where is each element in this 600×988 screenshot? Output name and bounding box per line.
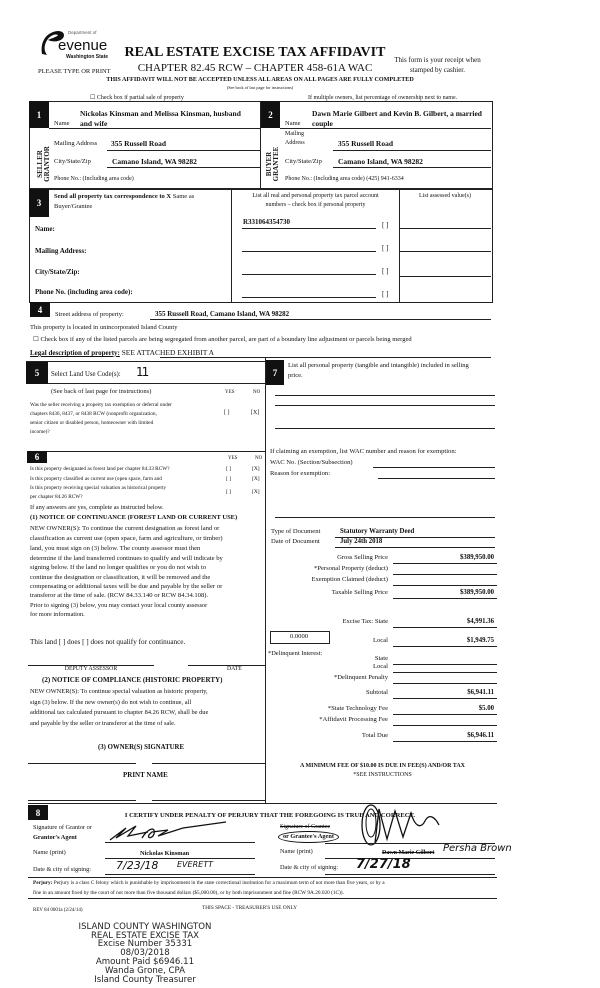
notice1-line: NEW OWNER(S): To continue the current designation as forest land or: [30, 525, 220, 532]
s6-q1-no[interactable]: [X]: [252, 466, 260, 472]
section-3-number: 3: [29, 189, 49, 217]
notice1-line: land, you must sign on (3) below. The county assessor must then: [30, 545, 201, 552]
logo-washington-state: Washington State: [66, 54, 109, 60]
buyer-name-line1: Dawn Marie Gilbert and Kevin B. Gilbert, a married: [312, 109, 482, 118]
tax-row-value: $389,950.00: [460, 554, 494, 561]
tax-row-line: [393, 574, 497, 575]
located-note: This property is located in unincorporated Island County: [30, 324, 178, 331]
doc-type-label: Type of Document: [271, 528, 321, 535]
personal-property-checkbox-4[interactable]: [ ]: [382, 290, 389, 298]
grantor-sig-label-1: Signature of Grantor or: [33, 824, 92, 831]
tax-row-label: Total Due: [361, 732, 388, 739]
same-as-label: Same as: [172, 193, 195, 200]
doc-date-label: Date of Document: [271, 538, 320, 545]
seller-name-line1: Nickolas Kinsman and Melissa Kinsman, husband: [80, 109, 241, 118]
grantor-name: Nickolas Kinsman: [140, 850, 190, 857]
grantor-date-label: Date & city of signing:: [33, 866, 92, 873]
send-correspondence-label: Send all property tax correspondence to X: [54, 193, 172, 200]
notice1-line: continue the designation or classification, it will be removed and the: [30, 574, 211, 581]
seller-mailing-value: 355 Russell Road: [111, 139, 167, 148]
tax-row-label: Excise Tax: State: [342, 618, 388, 625]
if-any-yes: If any answers are yes, complete as instructed below.: [30, 504, 164, 511]
tax-row-label: *State Technology Fee: [327, 705, 388, 712]
personal-property-checkbox-3[interactable]: [ ]: [382, 267, 389, 275]
tax-row-label: Local: [372, 637, 388, 644]
tax-row-line: [393, 741, 497, 742]
stamp-line: 08/03/2018: [120, 948, 170, 958]
stamp-line: REAL ESTATE EXCISE TAX: [90, 931, 200, 941]
doc-type-value: Statutory Warranty Deed: [340, 528, 415, 535]
s5-answer-yes[interactable]: [ ]: [224, 410, 230, 416]
buyer-mailing-value: 355 Russell Road: [338, 139, 394, 148]
s6-yes-header: YES: [228, 456, 238, 461]
s5-yes-header: YES: [225, 390, 235, 395]
legal-description-label: Legal description of property:: [30, 349, 120, 357]
personal-property-checkbox-2[interactable]: [ ]: [382, 244, 389, 252]
s3-name-label: Name:: [35, 225, 55, 233]
s5-answer-no[interactable]: [X]: [251, 410, 260, 416]
owner-signature-label: (3) OWNER(S) SIGNATURE: [98, 744, 184, 751]
land-use-value[interactable]: 11: [136, 365, 148, 379]
section-7-number: 7: [266, 360, 284, 385]
certify-statement: I CERTIFY UNDER PENALTY OF PERJURY THAT THE FOREGOING IS TRUE AND CORRECT.: [124, 812, 416, 819]
print-name-label: PRINT NAME: [123, 771, 168, 779]
seller-mailing-label: Mailing Address: [54, 140, 98, 147]
tax-row-label: Gross Selling Price: [337, 554, 388, 561]
warning-notice: THIS AFFIDAVIT WILL NOT BE ACCEPTED UNLESS ALL AREAS ON ALL PAGES ARE FULLY COMPLETED: [106, 77, 414, 83]
reason-label: Reason for exemption:: [270, 470, 331, 477]
receipt-note-1: This form is your receipt when: [394, 56, 481, 64]
tax-row-line: [393, 627, 497, 628]
tax-row-line: [393, 714, 497, 715]
s6-q3-yes[interactable]: [ ]: [226, 489, 232, 495]
s5-see-back: (See back of last page for instructions): [51, 388, 152, 395]
buyer-mailing-label-2: Address: [285, 140, 305, 146]
s5-question-line2: chapters 8436, 8437, or 8438 RCW (nonprofit organization,: [30, 411, 157, 417]
tax-row-label: Local: [372, 663, 388, 670]
notice2-line: additional tax calculated pursuant to chapter 84.26 RCW, shall be due: [30, 709, 209, 716]
personal-property-line2: price.: [288, 372, 303, 379]
s6-question-3b: per chapter 84.26 RCW?: [30, 494, 83, 500]
stamp-line: Amount Paid $6946.11: [95, 957, 195, 967]
buyer-name-label: Name: [285, 120, 301, 127]
partial-sale-checkbox[interactable]: ☐ Check box if partial sale of property: [90, 95, 184, 101]
perjury-label: Perjury:: [33, 880, 53, 886]
notice2-line: sign (3) below. If the new owner(s) do not wish to continue, all: [30, 699, 192, 706]
seller-side-label: [37, 144, 51, 184]
receipt-note-2: stamped by cashier.: [409, 66, 465, 74]
buyer-name-line2: couple: [312, 119, 333, 128]
notice1-line: transferor at the time of sale. (RCW 84.33.140 or RCW 84.34.108).: [30, 592, 209, 599]
grantor-sig-label-2: Grantor's Agent: [33, 834, 77, 841]
grantee-sig-label-1: Signature of Grantee: [280, 824, 330, 830]
seller-city-label: City/State/Zip: [54, 158, 91, 165]
notice2-line: and payable by the seller or transferor at the time of sale.: [30, 720, 176, 727]
s6-no-header: NO: [255, 456, 263, 461]
tax-row-value: $6,946.11: [467, 732, 494, 739]
tax-row-label: *Personal Property (deduct): [314, 565, 388, 572]
grantee-date-label: Date & city of signing:: [280, 864, 339, 871]
personal-property-line1: List all personal property (tangible and intangible) included in selling: [288, 362, 469, 369]
buyer-mailing-label-1: Mailing: [285, 131, 304, 137]
s5-question-line4: income)?: [30, 429, 50, 435]
assessed-header: List assessed value(s): [419, 193, 471, 199]
seller-name-label: Name: [54, 120, 70, 127]
tax-row-value: $1,949.75: [466, 637, 494, 644]
seller-phone-label: Phone No.: (Including area code): [54, 176, 134, 182]
notice1-line: signing below. If the land no longer qualifies or you do not wish to: [30, 564, 207, 571]
buyer-label: BUYER: [265, 151, 273, 177]
multiple-owners-note: If multiple owners, list percentage of ownership next to name.: [308, 95, 458, 101]
seller-city-value: Camano Island, WA 98282: [112, 157, 197, 166]
notice2-line: NEW OWNER(S): To continue special valuation as historic property,: [30, 688, 208, 695]
buyer-city-value: Camano Island, WA 98282: [338, 157, 423, 166]
section-5-number: 5: [26, 362, 48, 384]
perjury-text-1: Perjury is a class C felony which is punishable by imprisonment in the state correctional institution for a maximum term of not more than five years, or by a: [53, 880, 385, 886]
treasurer-space-label: THIS SPACE - TREASURER'S USE ONLY: [202, 905, 298, 911]
personal-property-checkbox-1[interactable]: [ ]: [382, 221, 389, 229]
logo-revenue: evenue: [58, 37, 108, 54]
tax-row-line: [393, 598, 497, 599]
local-rate-value: 0.0000: [289, 633, 309, 640]
notice1-line: for more information.: [30, 611, 85, 618]
grantee-sig-label-2: or Grantee's Agent: [278, 831, 339, 843]
notice-compliance-title: (2) NOTICE OF COMPLIANCE (HISTORIC PROPERTY): [42, 676, 223, 684]
seller-name-line2: and wife: [80, 119, 108, 128]
segregated-checkbox[interactable]: ☐ Check box if any of the listed parcels are being segregated from another parcel, are part of a boundary line adjustment or parcels being merged: [33, 336, 412, 343]
s6-q2-yes[interactable]: [ ]: [226, 476, 232, 482]
s5-question-line1: Was the seller receiving a property tax exemption or deferral under: [30, 402, 172, 408]
tax-row-line: [393, 585, 497, 586]
tax-row-value: $5.00: [478, 705, 494, 712]
street-address-value: 355 Russell Road, Camano Island, WA 98282: [155, 310, 290, 318]
s6-question-3: Is this property receiving special valuation as historical property: [30, 485, 167, 491]
tax-row-line: [393, 672, 497, 673]
tax-row-value: $389,950.00: [460, 589, 494, 596]
tax-row-value: $4,991.36: [466, 618, 494, 625]
form-revision: REV 84 0001a (2/24/14): [33, 908, 83, 913]
tax-row-line: [393, 646, 497, 647]
grantor-name-label: Name (print): [33, 849, 66, 856]
date-label: DATE: [227, 666, 242, 672]
parcel-number-1[interactable]: R331064354730: [243, 218, 291, 226]
tax-row-value: $6,941.11: [467, 689, 494, 696]
legal-description-value: SEE ATTACHED EXHIBIT A: [121, 348, 215, 357]
tax-row-line: [393, 725, 497, 726]
buyer-city-label: City/State/Zip: [285, 158, 322, 165]
section-2-number: 2: [261, 101, 280, 128]
tax-row-line: [393, 683, 497, 684]
s6-question-2: Is this property classified as current use (open space, farm and: [30, 476, 162, 482]
section-4-number: 4: [30, 302, 50, 317]
stamp-line: Excise Number 35331: [97, 939, 193, 949]
stamp-line: Wanda Grone, CPA: [104, 966, 186, 976]
tax-row-label: Subtotal: [366, 689, 388, 696]
s6-q1-yes[interactable]: [ ]: [226, 466, 232, 472]
parcel-header-1: List all real and personal property tax parcel account: [252, 193, 379, 199]
buyer-grantee-label: Buyer/Grantee: [54, 203, 93, 210]
s6-q2-no[interactable]: [X]: [252, 476, 260, 482]
notice1-line: compensating or additional taxes will be due and payable by the seller or: [30, 583, 223, 590]
grantee-name: Dawn Marie Gilbert: [382, 850, 435, 856]
s5-question-line3: senior citizen or disabled person, homeowner with limited: [30, 420, 154, 426]
grantor-label: GRANTOR: [43, 146, 51, 182]
s3-phone-label: Phone No. (including area code):: [35, 288, 133, 296]
logo-department: Department of: [68, 30, 97, 35]
tax-row-line: [393, 698, 497, 699]
this-land-qualify[interactable]: This land [ ] does [ ] does not qualify for continuance.: [30, 638, 186, 646]
stamp-line: ISLAND COUNTY WASHINGTON: [78, 922, 212, 932]
section-6-number: 6: [27, 451, 47, 463]
see-instructions-note: *SEE INSTRUCTIONS: [353, 772, 412, 778]
s6-q3-no[interactable]: [X]: [252, 489, 260, 495]
section-8-number: 8: [28, 805, 48, 820]
grantee-label: GRANTEE: [272, 146, 280, 182]
grantor-date-handwritten: 7/23/18: [116, 859, 159, 872]
s6-question-1: Is this property designated as forest land per chapter 84.33 RCW?: [30, 466, 170, 472]
section-1-number: 1: [29, 101, 49, 128]
grantor-city-handwritten: EVERETT: [177, 860, 213, 869]
tax-row-label: Exemption Claimed (deduct): [311, 576, 388, 583]
seller-label: SELLER: [36, 150, 44, 178]
s3-city-label: City/State/Zip:: [35, 268, 80, 276]
wac-label: WAC No. (Section/Subsection): [270, 459, 353, 466]
exemption-header: If claiming an exemption, list WAC number and reason for exemption:: [270, 448, 457, 455]
minimum-fee-note: A MINIMUM FEE OF $10.00 IS DUE IN FEE(S) AND/OR TAX: [299, 763, 466, 769]
stamp-line: Island County Treasurer: [94, 975, 196, 985]
doc-date-value: July 24th 2018: [340, 538, 383, 545]
grantee-name-label: Name (print): [280, 848, 313, 855]
tax-row-line: [393, 563, 497, 564]
notice1-line: Prior to signing (3) below, you may contact your local county assessor: [30, 602, 208, 609]
page-subtitle: CHAPTER 82.45 RCW – CHAPTER 458-61A WAC: [137, 62, 373, 74]
parcel-header-2: numbers – check box if personal property: [265, 202, 366, 208]
notice1-line: classification as current use (open space, farm and agriculture, or timber): [30, 535, 223, 542]
buyer-phone-label: Phone No.: (Including area code) (425) 941-6334: [285, 176, 404, 182]
delinquent-interest-label: *Delinquent Interest:: [268, 650, 323, 657]
grantee-name-handwritten: Persha Brown: [443, 843, 512, 854]
notice-continuance-title: (1) NOTICE OF CONTINUANCE (FOREST LAND OR CURRENT USE): [30, 514, 238, 521]
please-type-or-print: PLEASE TYPE OR PRINT: [38, 68, 111, 75]
page-title: REAL ESTATE EXCISE TAX AFFIDAVIT: [124, 45, 386, 60]
perjury-text-2: fine in an amount fixed by the court of not more than five thousand dollars ($5,000.00), or by both imprisonment and fine (RCW 9A.20.020 (1C)).: [33, 890, 344, 896]
land-use-label: Select Land Use Code(s):: [51, 371, 121, 378]
tax-row-label: State: [374, 655, 388, 662]
tax-row-line: [393, 664, 497, 665]
street-address-label: Street address of property:: [55, 311, 124, 318]
s3-mailing-label: Mailing Address:: [35, 247, 87, 255]
tax-row-label: Taxable Selling Price: [331, 589, 388, 596]
tax-row-label: *Affidavit Processing Fee: [319, 716, 388, 723]
buyer-side-label: [266, 144, 280, 184]
tax-row-label: *Delinquent Penalty: [333, 674, 388, 681]
deputy-assessor-label: DEPUTY ASSESSOR: [64, 666, 118, 672]
grantee-date-handwritten: 7/27/18: [356, 857, 411, 872]
see-back-note: (See back of last page for instructions): [226, 85, 294, 90]
s5-no-header: NO: [253, 390, 261, 395]
notice1-line: determine if the land transferred continues to qualify and will indicate by: [30, 555, 223, 562]
